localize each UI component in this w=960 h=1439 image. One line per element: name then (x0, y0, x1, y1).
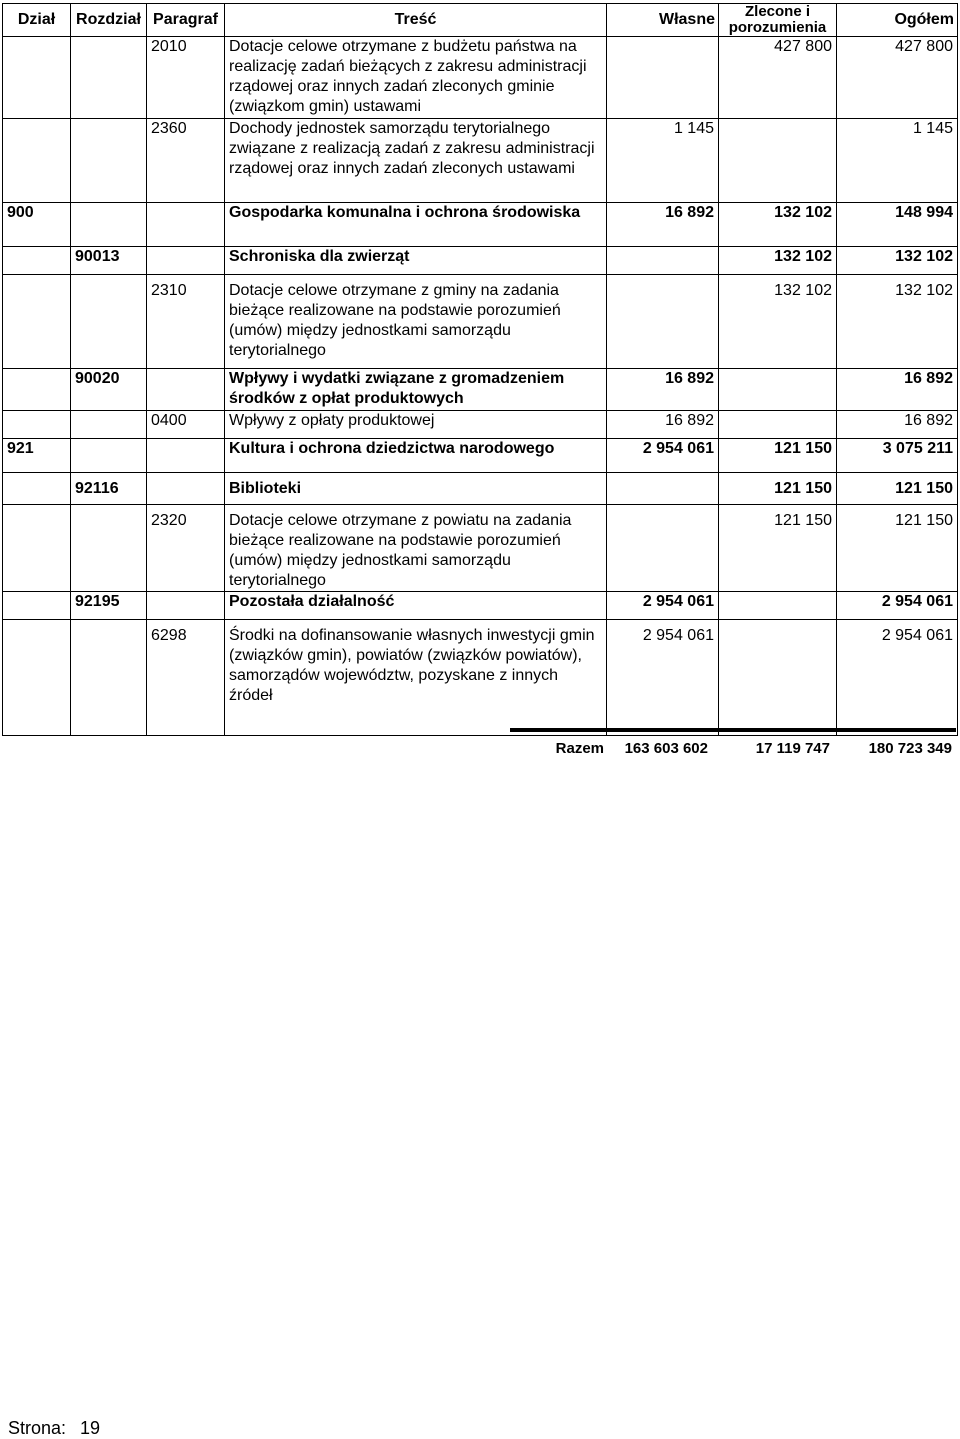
cell-dzial (3, 369, 71, 411)
cell-tresc: Kultura i ochrona dziedzictwa narodowego (225, 439, 607, 473)
cell-tresc: Schroniska dla zwierząt (225, 247, 607, 275)
cell-dzial (3, 620, 71, 736)
cell-ogolem: 16 892 (837, 411, 958, 439)
summary-row (0, 740, 960, 760)
cell-zlecone (719, 119, 837, 203)
cell-wlasne: 16 892 (607, 203, 719, 247)
table-row (3, 119, 958, 203)
cell-dzial (3, 37, 71, 119)
header-paragraf: Paragraf (147, 4, 225, 37)
header-dzial: Dział (3, 4, 71, 37)
cell-dzial (3, 275, 71, 369)
cell-ogolem: 427 800 (837, 37, 958, 119)
cell-ogolem: 132 102 (837, 275, 958, 369)
table-row (3, 473, 958, 505)
table-row (3, 439, 958, 473)
table-row (3, 37, 958, 119)
cell-zlecone (719, 592, 837, 620)
cell-zlecone: 121 150 (719, 473, 837, 505)
cell-zlecone: 121 150 (719, 439, 837, 473)
cell-paragraf (147, 369, 225, 411)
cell-ogolem: 2 954 061 (837, 592, 958, 620)
cell-ogolem: 121 150 (837, 505, 958, 592)
cell-dzial (3, 411, 71, 439)
summary-rule (510, 728, 956, 732)
cell-tresc: Gospodarka komunalna i ochrona środowiska (225, 203, 607, 247)
table-row (3, 620, 958, 736)
cell-ogolem: 148 994 (837, 203, 958, 247)
summary-zlecone: 17 119 747 (755, 740, 830, 757)
cell-wlasne: 2 954 061 (607, 439, 719, 473)
page-number: 19 (80, 1418, 101, 1438)
cell-rozdzial (71, 505, 147, 592)
cell-dzial (3, 592, 71, 620)
table-row (3, 275, 958, 369)
cell-dzial: 900 (3, 203, 71, 247)
page-label: Strona: (8, 1418, 67, 1438)
cell-rozdzial (71, 620, 147, 736)
cell-ogolem: 121 150 (837, 473, 958, 505)
cell-zlecone: 427 800 (719, 37, 837, 119)
cell-rozdzial: 92116 (71, 473, 147, 505)
header-wlasne: Własne (607, 4, 719, 37)
cell-paragraf (147, 203, 225, 247)
cell-wlasne: 2 954 061 (607, 592, 719, 620)
cell-ogolem: 132 102 (837, 247, 958, 275)
cell-tresc: Pozostała działalność (225, 592, 607, 620)
cell-ogolem: 2 954 061 (837, 620, 958, 736)
cell-zlecone: 132 102 (719, 247, 837, 275)
cell-zlecone (719, 620, 837, 736)
cell-zlecone (719, 411, 837, 439)
cell-rozdzial (71, 411, 147, 439)
cell-paragraf (147, 439, 225, 473)
table-header (3, 4, 958, 37)
cell-wlasne: 2 954 061 (607, 620, 719, 736)
cell-tresc: Wpływy z opłaty produktowej (225, 411, 607, 439)
table-row (3, 411, 958, 439)
cell-paragraf (147, 473, 225, 505)
cell-rozdzial: 92195 (71, 592, 147, 620)
cell-paragraf (147, 592, 225, 620)
cell-wlasne: 16 892 (607, 411, 719, 439)
table-row (3, 505, 958, 592)
cell-zlecone: 132 102 (719, 275, 837, 369)
table-row (3, 592, 958, 620)
header-ogolem: Ogółem (837, 4, 958, 37)
cell-rozdzial (71, 119, 147, 203)
header-tresc: Treść (225, 4, 607, 37)
cell-tresc: Wpływy i wydatki związane z gromadzeniem środków z opłat produktowych (225, 369, 607, 411)
cell-tresc: Biblioteki (225, 473, 607, 505)
table-row (3, 369, 958, 411)
cell-wlasne (607, 275, 719, 369)
header-zlecone: Zlecone i porozumienia (719, 4, 837, 37)
cell-ogolem: 1 145 (837, 119, 958, 203)
cell-wlasne (607, 473, 719, 505)
cell-paragraf: 2310 (147, 275, 225, 369)
cell-wlasne: 16 892 (607, 369, 719, 411)
cell-tresc: Środki na dofinansowanie własnych inwestycji gmin (związków gmin), powiatów (związków powiatów), samorządów województw, pozyskane z innych źródeł (225, 620, 607, 736)
cell-wlasne (607, 37, 719, 119)
cell-zlecone: 121 150 (719, 505, 837, 592)
summary-label: Razem (555, 740, 604, 757)
cell-wlasne: 1 145 (607, 119, 719, 203)
cell-dzial (3, 119, 71, 203)
cell-ogolem: 16 892 (837, 369, 958, 411)
table-row (3, 247, 958, 275)
header-rozdzial: Rozdział (71, 4, 147, 37)
summary-ogolem: 180 723 349 (868, 740, 952, 757)
cell-zlecone (719, 369, 837, 411)
cell-dzial (3, 247, 71, 275)
cell-ogolem: 3 075 211 (837, 439, 958, 473)
cell-tresc: Dotacje celowe otrzymane z budżetu państwa na realizację zadań bieżących z zakresu administracji rządowej oraz innych zadań zleconych gminie (związkom gmin) ustawami (225, 37, 607, 119)
cell-dzial (3, 505, 71, 592)
cell-paragraf: 2010 (147, 37, 225, 119)
cell-zlecone: 132 102 (719, 203, 837, 247)
cell-paragraf (147, 247, 225, 275)
cell-rozdzial: 90020 (71, 369, 147, 411)
cell-rozdzial (71, 37, 147, 119)
budget-table (2, 3, 958, 736)
cell-paragraf: 2320 (147, 505, 225, 592)
cell-dzial: 921 (3, 439, 71, 473)
cell-rozdzial (71, 203, 147, 247)
cell-rozdzial (71, 275, 147, 369)
table-body (3, 37, 958, 736)
cell-paragraf: 2360 (147, 119, 225, 203)
cell-paragraf: 0400 (147, 411, 225, 439)
table-row (3, 203, 958, 247)
cell-tresc: Dochody jednostek samorządu terytorialnego związane z realizacją zadań z zakresu administracji rządowej oraz innych zadań zleconych ustawami (225, 119, 607, 203)
cell-tresc: Dotacje celowe otrzymane z gminy na zadania bieżące realizowane na podstawie porozumień (umów) między jednostkami samorządu terytorialnego (225, 275, 607, 369)
page-footer (8, 1418, 100, 1439)
cell-rozdzial (71, 439, 147, 473)
cell-wlasne (607, 247, 719, 275)
cell-wlasne (607, 505, 719, 592)
summary-wlasne: 163 603 602 (624, 740, 708, 757)
cell-dzial (3, 473, 71, 505)
cell-rozdzial: 90013 (71, 247, 147, 275)
cell-tresc: Dotacje celowe otrzymane z powiatu na zadania bieżące realizowane na podstawie porozumień (umów) między jednostkami samorządu terytorialnego (225, 505, 607, 592)
cell-paragraf: 6298 (147, 620, 225, 736)
